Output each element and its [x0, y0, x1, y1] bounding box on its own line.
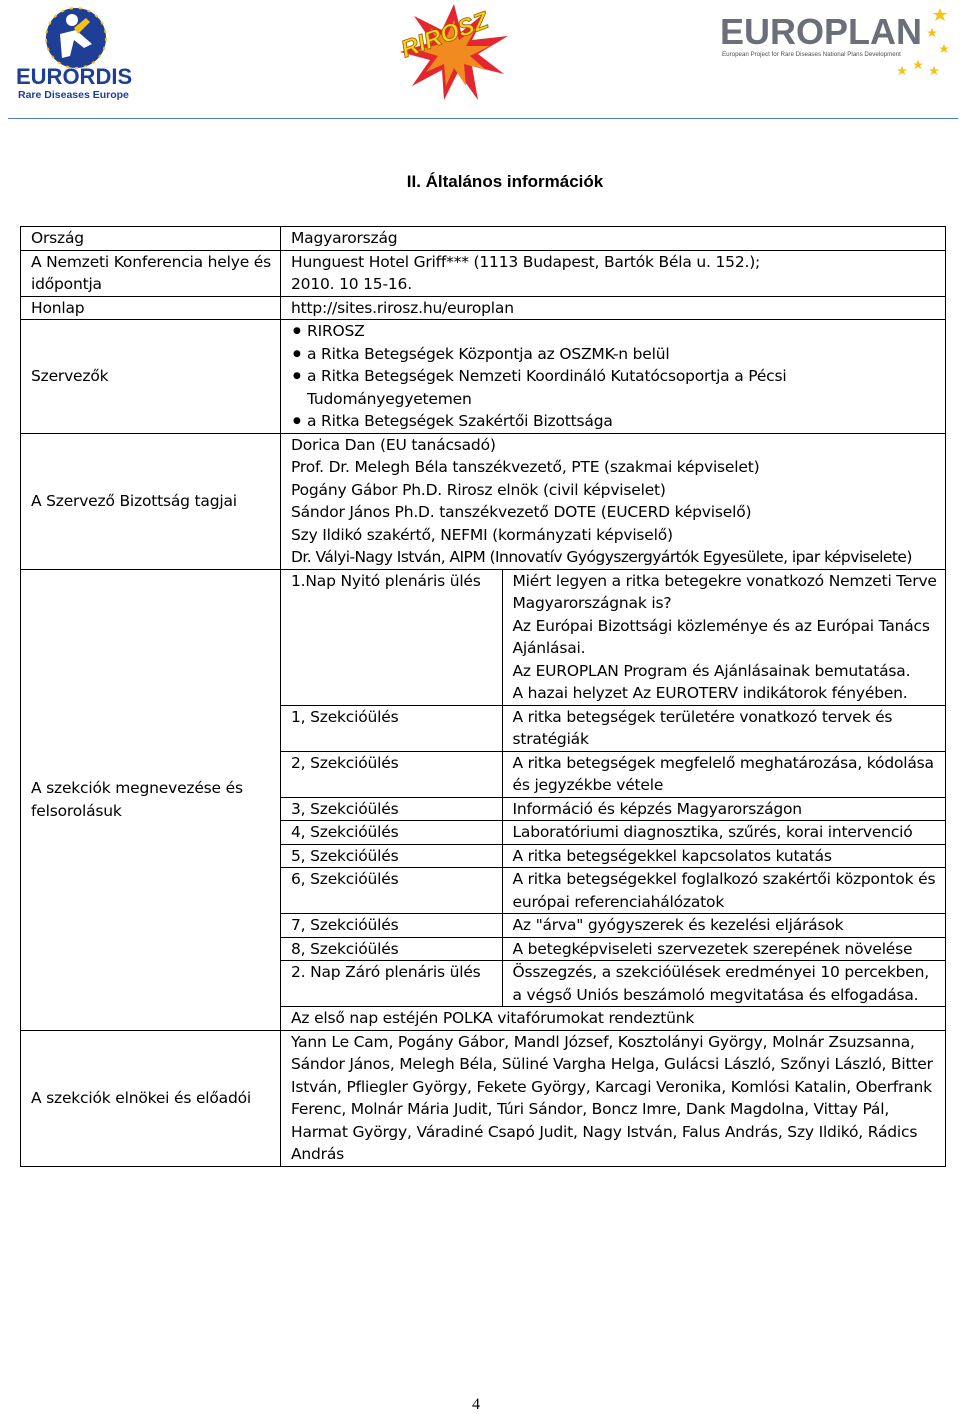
row-elnokok [21, 1030, 946, 1166]
svg-text:EURORDIS: EURORDIS [16, 64, 133, 89]
list-item: Szy Ildikó szakértő, NEFMI (kormányzati képviselő) [291, 525, 673, 544]
row-szekciok [21, 569, 946, 1030]
sessions-table [281, 570, 945, 1007]
row-helye [21, 250, 946, 296]
value-helye [281, 250, 946, 296]
session-name: 8, Szekcióülés [281, 937, 502, 961]
svg-text:Rare Diseases Europe: Rare Diseases Europe [18, 89, 129, 101]
session-name: 5, Szekcióülés [281, 844, 502, 868]
list-item: Sándor János Ph.D. tanszékvezető DOTE (EUCERD képviselő) [291, 503, 752, 521]
list-item: ● RIROSZ [307, 320, 941, 343]
table-row [281, 868, 945, 914]
value-bizottsag [281, 433, 946, 569]
session-topic: Laboratóriumi diagnosztika, szűrés, korai intervenció [502, 821, 945, 845]
sessions-note: Az első nap estéjén POLKA vitafórumokat rendeztünk [281, 1006, 945, 1030]
session-topic: Információ és képzés Magyarországon [502, 797, 945, 821]
session-name: 4, Szekcióülés [281, 821, 502, 845]
session-name: 1.Nap Nyitó plenáris ülés [281, 570, 502, 706]
session-name: 7, Szekcióülés [281, 914, 502, 938]
session-name: 1, Szekcióülés [281, 705, 502, 751]
table-row [281, 937, 945, 961]
session-topic: A ritka betegségekkel kapcsolatos kutatás [502, 844, 945, 868]
label-orszag: Ország [21, 227, 281, 251]
value-elnokok: Yann Le Cam, Pogány Gábor, Mandl József, Kosztolányi György, Molnár Zsuzsanna, Sándor János, Melegh Béla, Süliné Vargha Helga, Gulácsi László, Szőnyi László, Bitter István, Pfliegler György, Fekete György, Karcagi Veronika, Komlósi Katalin, Oberfrank Ferenc, Molnár Mária Judit, Túri Sándor, Boncz Imre, Dank Magdolna, Vittay Pál, Harmat György, Váradiné Csapó Judit, Nagy István, Falus András, Szy Ildikó, Rádics András [281, 1030, 946, 1166]
page-header [0, 0, 960, 120]
table-row [281, 914, 945, 938]
table-row [281, 751, 945, 797]
list-item: Pogány Gábor Ph.D. Rirosz elnök (civil képviselet) [291, 480, 666, 499]
europlan-logo [718, 4, 954, 84]
list-item: ● a Ritka Betegségek Szakértői Bizottsága [307, 410, 941, 433]
value-orszag: Magyarország [281, 227, 946, 251]
organizer-list [291, 320, 941, 433]
session-name: 2. Nap Záró plenáris ülés [281, 961, 502, 1007]
list-item: Dorica Dan (EU tanácsadó) [291, 435, 496, 454]
row-orszag [21, 227, 946, 251]
session-topic: A ritka betegségek területére vonatkozó tervek és stratégiák [502, 705, 945, 751]
value-honlap-link[interactable]: http://sites.rirosz.hu/europlan [281, 296, 946, 320]
table-row [281, 821, 945, 845]
page-number: 4 [472, 1396, 480, 1413]
session-topic: Miért legyen a ritka betegekre vonatkozó Nemzeti Terve Magyarországnak is? Az Európai Bizottsági közleménye és az Európai Tanács Ajánlásai. Az EUROPLAN Program és Ajánlásainak bemutatása. A hazai helyzet Az EUROTERV indikátorok fényében. [502, 570, 945, 706]
row-honlap [21, 296, 946, 320]
svg-text:European Project for Rare Dise: European Project for Rare Diseases National Plans Development [722, 51, 901, 58]
session-topic: A ritka betegségekkel foglalkozó szakértői központok és európai referenciahálózatok [502, 868, 945, 914]
label-bizottsag: A Szervező Bizottság tagjai [21, 433, 281, 569]
session-topic: A betegképviseleti szervezetek szerepének növelése [502, 937, 945, 961]
session-name: 3, Szekcióülés [281, 797, 502, 821]
label-szervezok: Szervezők [21, 320, 281, 434]
list-item: Prof. Dr. Melegh Béla tanszékvezető, PTE (szakmai képviselet) [291, 458, 760, 476]
value-helye-date: 2010. 10 15-16. [291, 275, 412, 293]
table-row [281, 705, 945, 751]
table-row [281, 961, 945, 1007]
session-name: 6, Szekcióülés [281, 868, 502, 914]
row-bizottsag [21, 433, 946, 569]
info-table [20, 226, 946, 1167]
session-topic: A ritka betegségek megfelelő meghatározása, kódolása és jegyzékbe vétele [502, 751, 945, 797]
label-szekciok: A szekciók megnevezése és felsorolásuk [21, 569, 281, 1030]
table-row [281, 844, 945, 868]
table-row [281, 797, 945, 821]
rirosz-logo [398, 2, 510, 102]
label-elnokok: A szekciók elnökei és előadói [21, 1030, 281, 1166]
section-title: II. Általános információk [406, 172, 604, 191]
session-topic: Összegzés, a szekcióülések eredményei 10 percekben, a végső Uniós beszámoló megvitatása és elfogadása. [502, 961, 945, 1007]
value-szervezok [281, 320, 946, 434]
list-item: ● a Ritka Betegségek Nemzeti Koordináló Kutatócsoportja a Pécsi Tudományegyetemen [307, 365, 941, 410]
value-szekciok [281, 569, 946, 1030]
label-honlap: Honlap [21, 296, 281, 320]
value-helye-venue: Hunguest Hotel Griff*** (1113 Budapest, Bartók Béla u. 152.); [291, 252, 761, 271]
svg-text:EUROPLAN: EUROPLAN [720, 11, 923, 52]
session-name: 2, Szekcióülés [281, 751, 502, 797]
list-item: Dr. Vályi-Nagy István, AIPM (Innovatív Gyógyszergyártók Egyesülete, ipar képviselete) [291, 548, 912, 566]
list-item: ● a Ritka Betegségek Központja az OSZMK-n belül [307, 343, 941, 366]
header-rule [8, 118, 958, 119]
table-row [281, 570, 945, 706]
svg-text:RIROSZ: RIROSZ [398, 6, 493, 64]
session-topic: Az "árva" gyógyszerek és kezelési eljárások [502, 914, 945, 938]
label-helye: A Nemzeti Konferencia helye és időpontja [21, 250, 281, 296]
eurordis-logo [14, 4, 144, 104]
row-szervezok [21, 320, 946, 434]
